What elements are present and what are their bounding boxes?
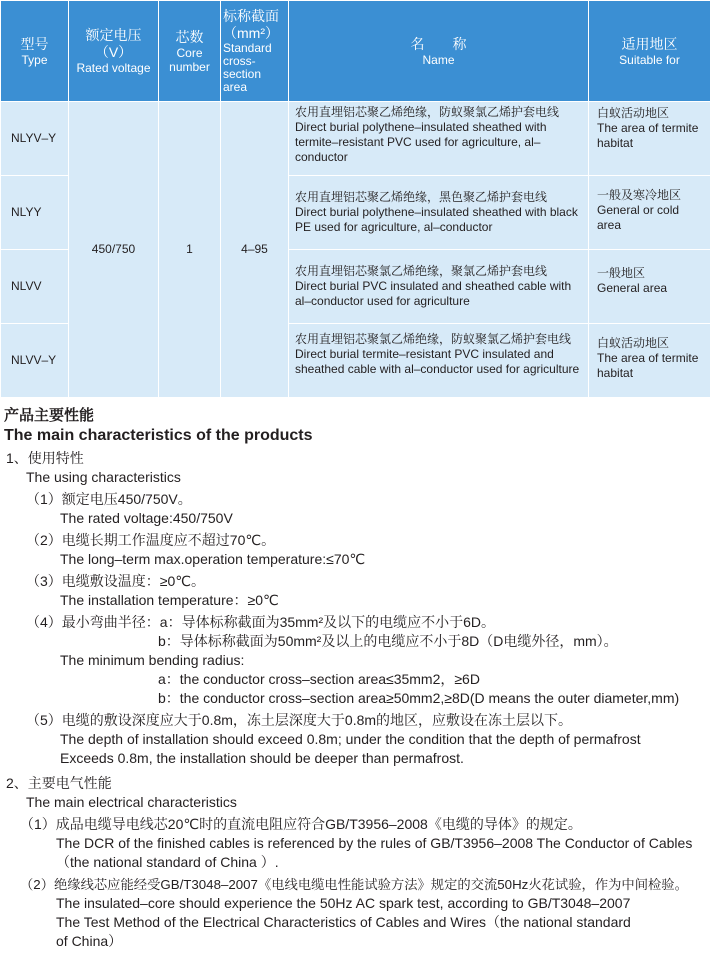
list-item: b：导体标称截面为50mm²及以上的电缆应不小于8D（D电缆外径，mm）。	[158, 633, 618, 649]
section-title-en: The main characteristics of the products	[4, 427, 313, 444]
cell-type: NLYY	[1, 176, 69, 250]
list-item-en: The installation temperature：≥0℃	[60, 592, 279, 608]
header-voltage: 额定电压 （V） Rated voltage	[69, 1, 159, 102]
list-item: （1）成品电缆导电线芯20℃时的直流电阻应符合GB/T3956–2008《电缆的导体》的规定。	[20, 816, 582, 832]
list-item-en: The depth of installation should exceed 0.8m; under the condition that the depth of permafrost	[60, 731, 641, 747]
cell-name: 农用直埋铝芯聚氯乙烯绝缘，聚氯乙烯护套电线 Direct burial PVC insulated and sheathed cable with al–conductor used for agriculture	[289, 250, 589, 324]
cell-type: NLVV–Y	[1, 324, 69, 398]
subsection-heading-en: The main electrical characteristics	[26, 794, 237, 810]
header-type: 型号 Type	[1, 1, 69, 102]
table-body	[1, 102, 710, 398]
cell-voltage: 450/750	[69, 102, 159, 398]
list-item-en: of China）	[56, 933, 123, 949]
cell-type: NLYV–Y	[1, 102, 69, 176]
list-item-en: （the national standard of China ）.	[56, 854, 279, 870]
header-section: 标称截面 （mm²） Standard cross- section area	[221, 1, 289, 102]
cell-section: 4–95	[221, 102, 289, 398]
cell-region: 白蚁活动地区 The area of termite habitat	[589, 324, 710, 398]
subsection-heading: 1、使用特性	[6, 450, 84, 466]
list-item-en: The rated voltage:450/750V	[60, 510, 233, 526]
spec-table	[0, 0, 710, 398]
list-item-en: b：the conductor cross–section area≥50mm2,≥8D(D means the outer diameter,mm)	[158, 690, 680, 706]
cell-name: 农用直埋铝芯聚乙烯绝缘，黑色聚乙烯护套电线 Direct burial polythene–insulated sheathed with black PE used for agriculture, al–conductor	[289, 176, 589, 250]
cell-region: 一般地区 General area	[589, 250, 710, 324]
list-item: （2）电缆长期工作温度应不超过70℃。	[26, 532, 276, 548]
cell-region: 白蚁活动地区 The area of termite habitat	[589, 102, 710, 176]
list-item: （1）额定电压450/750V。	[26, 491, 192, 507]
list-item: （3）电缆敷设温度：≥0℃。	[26, 573, 205, 589]
cell-name: 农用直埋铝芯聚乙烯绝缘，防蚁聚氯乙烯护套电线 Direct burial polythene–insulated sheathed with termite–resistant PVC used for agriculture, al–conductor	[289, 102, 589, 176]
header-name: 名 称 Name	[289, 1, 589, 102]
cell-name: 农用直埋铝芯聚氯乙烯绝缘，防蚁聚氯乙烯护套电线 Direct burial termite–resistant PVC insulated and sheathed cable with al–conductor used for agriculture	[289, 324, 589, 398]
cell-cores: 1	[159, 102, 221, 398]
list-item-en: The DCR of the finished cables is referenced by the rules of GB/T3956–2008 The Conductor of Cables	[56, 835, 693, 851]
characteristics-section	[0, 406, 710, 951]
list-item: （5）电缆的敷设深度应大于0.8m，冻土层深度大于0.8m的地区，应敷设在冻土层以下。	[26, 712, 573, 728]
subsection-heading: 2、主要电气性能	[6, 775, 112, 791]
list-item-en: a：the conductor cross–section area≤35mm2，≥6D	[158, 671, 480, 687]
list-item-en: The Test Method of the Electrical Characteristics of Cables and Wires（the national standard	[56, 914, 631, 930]
section-title-zh: 产品主要性能	[4, 407, 95, 424]
cell-type: NLVV	[1, 250, 69, 324]
table-row	[1, 102, 710, 176]
cell-region: 一般及寒冷地区 General or cold area	[589, 176, 710, 250]
list-item-en: The minimum bending radius:	[60, 652, 245, 668]
list-item-en: The long–term max.operation temperature:≤70℃	[60, 551, 366, 567]
list-item: （4）最小弯曲半径：a：导体标称截面为35mm²及以下的电缆应不小于6D。	[26, 614, 496, 630]
subsection-heading-en: The using characteristics	[26, 469, 181, 485]
header-cores: 芯数 Core number	[159, 1, 221, 102]
list-item-en: Exceeds 0.8m, the installation should be deeper than permafrost.	[60, 750, 464, 766]
header-region: 适用地区 Suitable for	[589, 1, 710, 102]
list-item: （2）绝缘线芯应能经受GB/T3048–2007《电线电缆电性能试验方法》规定的交流50Hz火花试验，作为中间检验。	[20, 877, 688, 892]
table-header	[1, 1, 710, 102]
list-item-en: The insulated–core should experience the 50Hz AC spark test, according to GB/T3048–2007	[56, 895, 631, 911]
